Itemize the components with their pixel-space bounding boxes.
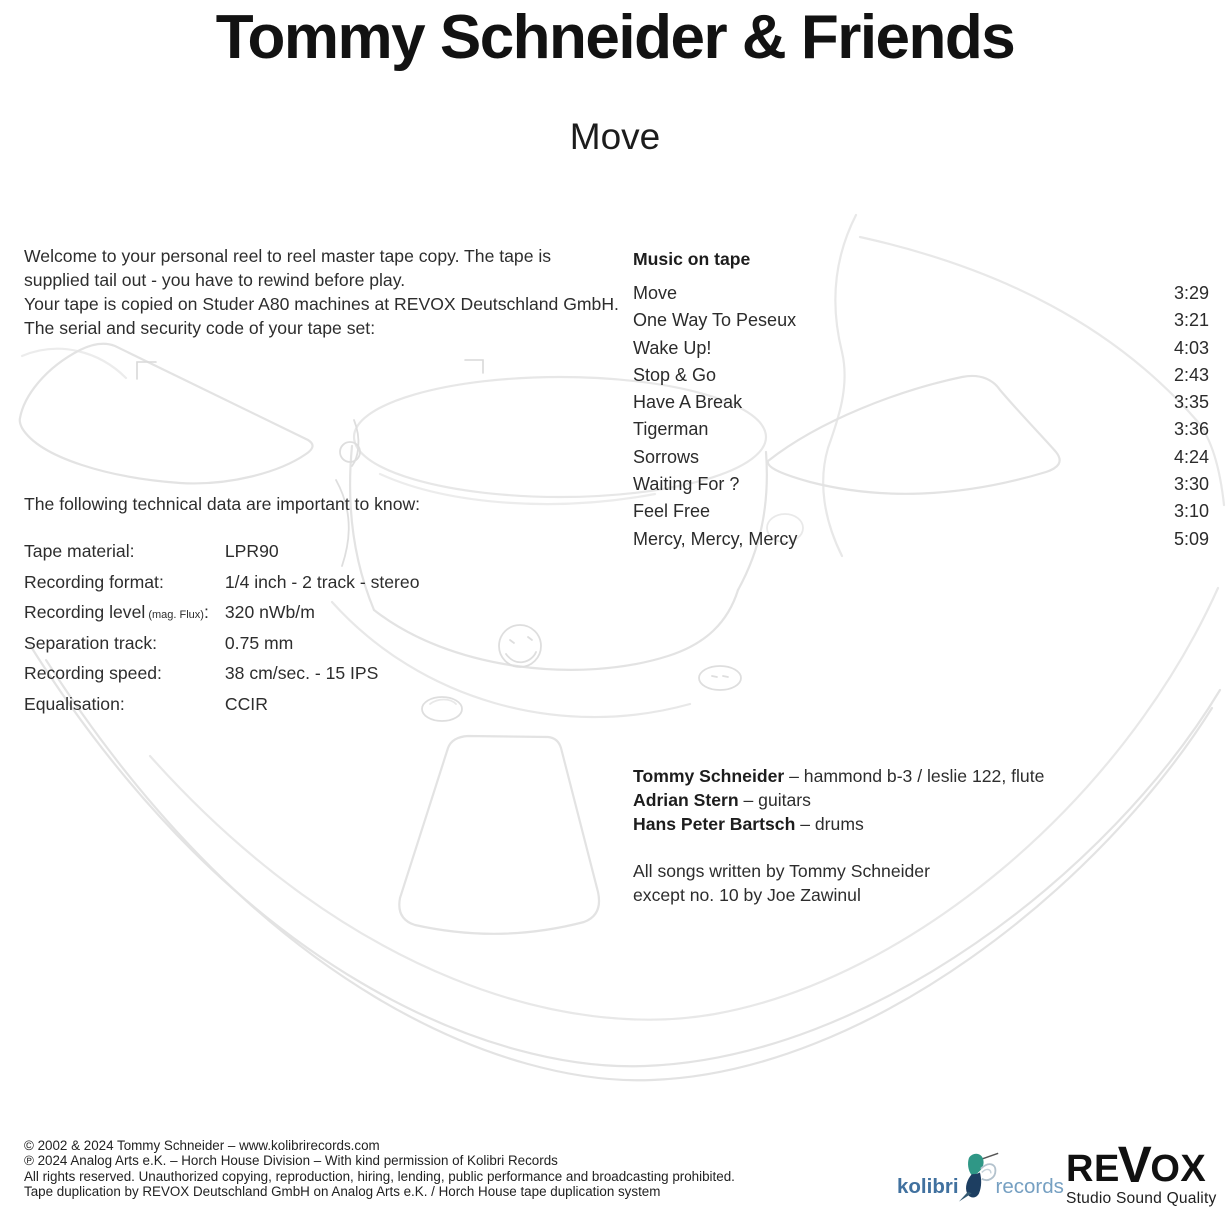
musician-name: Adrian Stern — [633, 790, 739, 810]
legal-line: © 2002 & 2024 Tommy Schneider – www.kolibrirecords.com — [24, 1138, 380, 1153]
track-title: Feel Free — [633, 501, 711, 522]
tech-row — [24, 658, 419, 689]
tech-value: 0.75 mm — [224, 632, 294, 653]
track-title: Tigerman — [633, 419, 709, 440]
musician-name: Hans Peter Bartsch — [633, 814, 796, 834]
track-duration: 3:35 — [1173, 392, 1209, 413]
intro-line: The serial and security code of your tape set: — [24, 318, 376, 338]
tech-label: Recording speed: — [24, 663, 162, 684]
tech-label: Recording level (mag. Flux): — [24, 602, 209, 623]
intro-line: Welcome to your personal reel to reel master tape copy. The tape is — [24, 246, 552, 266]
track-row — [633, 526, 1209, 553]
songwriting-line: except no. 10 by Joe Zawinul — [633, 885, 861, 905]
tech-data-table — [24, 536, 419, 720]
track-row — [633, 498, 1209, 525]
track-title: Stop & Go — [633, 364, 717, 385]
track-row — [633, 307, 1209, 334]
tech-label-note: (mag. Flux) — [145, 609, 204, 622]
musician-row — [633, 812, 1044, 836]
tracklist — [633, 246, 1209, 553]
tech-data-heading: The following technical data are important to know: — [24, 494, 421, 514]
track-row — [633, 280, 1209, 307]
musician-row — [633, 788, 1044, 812]
tech-label: Separation track: — [24, 632, 158, 653]
track-title: Move — [633, 283, 678, 303]
track-title: Have A Break — [633, 392, 743, 413]
tech-row — [24, 597, 419, 628]
songwriting-note — [633, 859, 1044, 907]
tech-row — [24, 628, 419, 659]
track-duration: 3:30 — [1173, 474, 1209, 495]
tech-label: Tape material: — [24, 541, 135, 561]
track-row — [633, 416, 1209, 443]
track-row — [633, 335, 1209, 362]
tech-row — [24, 689, 419, 720]
track-duration: 4:24 — [1173, 446, 1209, 467]
album-title: Move — [569, 116, 661, 157]
tracklist-heading: Music on tape — [633, 249, 751, 269]
track-title: Waiting For ? — [633, 474, 740, 495]
legal-line: All rights reserved. Unauthorized copying, reproduction, hiring, lending, public performance and broadcasting prohibited. — [24, 1168, 735, 1184]
tech-row — [24, 536, 419, 567]
track-duration: 3:36 — [1173, 419, 1209, 440]
track-title: Sorrows — [633, 446, 700, 467]
legal-footer — [24, 1138, 735, 1200]
intro-paragraph — [24, 244, 619, 340]
track-title: Wake Up! — [633, 337, 712, 358]
tracklist-rows — [633, 280, 1209, 553]
kolibri-wordmark-bold: kolibri — [897, 1174, 959, 1198]
track-duration: 3:29 — [1173, 283, 1209, 303]
track-duration: 5:09 — [1173, 528, 1209, 549]
musician-role: – guitars — [738, 790, 811, 810]
tech-row — [24, 567, 419, 598]
track-duration: 3:21 — [1173, 310, 1209, 331]
track-duration: 3:10 — [1173, 501, 1209, 522]
tech-value: 38 cm/sec. - 15 IPS — [224, 663, 379, 684]
intro-line: supplied tail out - you have to rewind before play. — [24, 270, 406, 290]
track-title: One Way To Peseux — [633, 310, 797, 331]
credits — [633, 764, 1044, 907]
musician-row — [633, 764, 1044, 788]
tech-label: Equalisation: — [24, 693, 125, 714]
musician-role: – drums — [795, 814, 864, 834]
musician-list — [633, 764, 1044, 836]
tech-value: CCIR — [224, 693, 268, 714]
album-artist-title: Tommy Schneider & Friends — [215, 3, 1015, 72]
musician-name: Tommy Schneider — [633, 766, 785, 786]
tech-value: LPR90 — [224, 541, 279, 561]
track-duration: 2:43 — [1173, 364, 1209, 385]
hummingbird-icon — [958, 1150, 1000, 1204]
revox-wordmark: RE V OX — [1066, 1136, 1207, 1193]
track-row — [633, 471, 1209, 498]
tech-label: Recording format: — [24, 571, 164, 592]
track-row — [633, 389, 1209, 416]
track-row — [633, 362, 1209, 389]
tech-value: 1/4 inch - 2 track - stereo — [224, 571, 420, 592]
track-duration: 4:03 — [1173, 337, 1209, 358]
track-title: Mercy, Mercy, Mercy — [633, 528, 798, 549]
kolibri-wordmark-light: records — [995, 1174, 1064, 1198]
legal-line: ℗ 2024 Analog Arts e.K. – Horch House Division – With kind permission of Kolibri Records — [24, 1153, 558, 1169]
revox-tagline: Studio Sound Quality — [1066, 1189, 1217, 1207]
track-row — [633, 444, 1209, 471]
legal-line: Tape duplication by REVOX Deutschland GmbH on Analog Arts e.K. / Horch House tape duplication system — [24, 1184, 661, 1200]
musician-role: – hammond b-3 / leslie 122, flute — [784, 766, 1045, 786]
songwriting-line: All songs written by Tommy Schneider — [633, 861, 930, 881]
kolibri-records-logo — [897, 1150, 1064, 1204]
intro-line: Your tape is copied on Studer A80 machines at REVOX Deutschland GmbH. — [24, 294, 619, 314]
revox-logo — [1066, 1136, 1217, 1208]
tech-value: 320 nWb/m — [224, 602, 315, 623]
